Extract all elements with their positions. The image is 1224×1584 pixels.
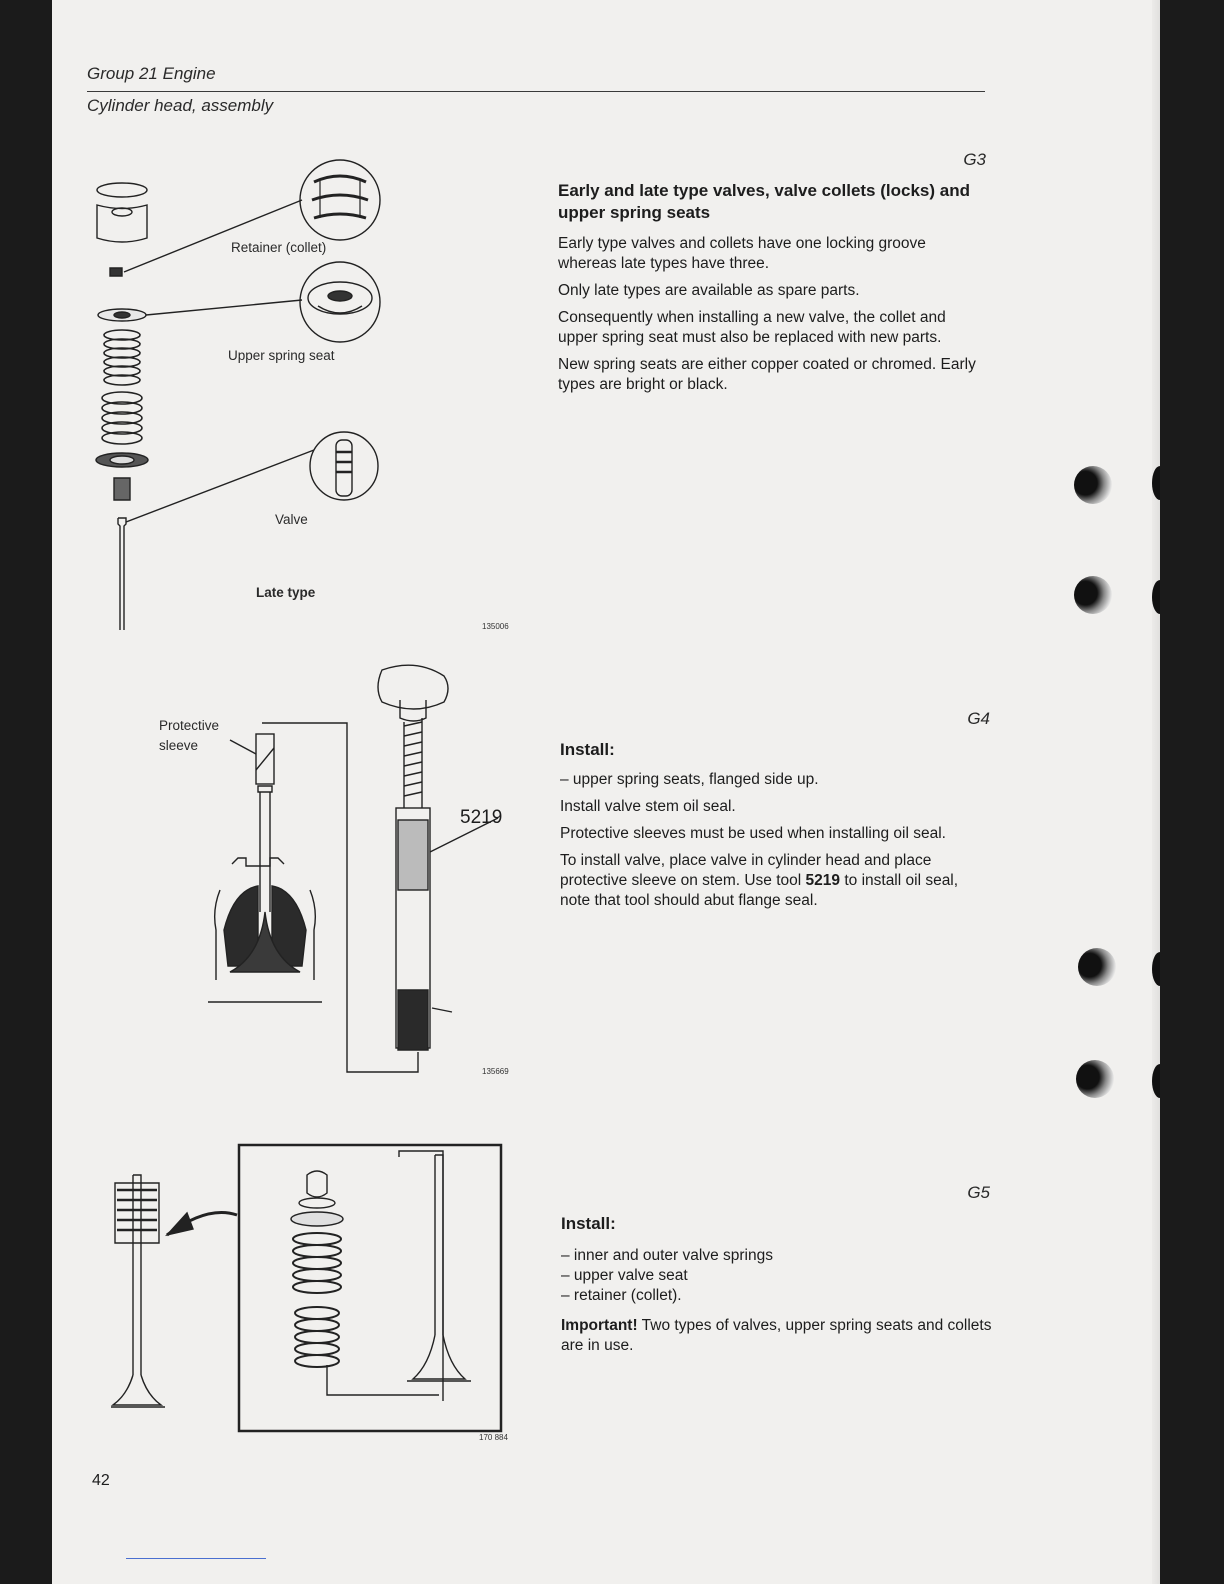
figure-code: 135669	[482, 1067, 509, 1076]
g5-list-item: – retainer (collet).	[561, 1287, 682, 1304]
binder-hole	[1074, 576, 1112, 614]
page-edge-shadow	[1152, 0, 1160, 1584]
label-upper-spring-seat: Upper spring seat	[228, 348, 335, 363]
g3-paragraph: New spring seats are either copper coated or chromed. Early types are bright or black.	[558, 356, 976, 393]
g5-list-item: – upper valve seat	[561, 1267, 688, 1284]
group-title: Group 21 Engine	[87, 64, 216, 83]
g5-important-note	[561, 1316, 993, 1356]
section-code-g5: G5	[967, 1183, 990, 1202]
figure-late-type-valve	[92, 160, 532, 640]
label-tool-number: 5219	[460, 807, 503, 828]
label-valve: Valve	[275, 512, 308, 527]
valve-springs-diagram	[107, 1135, 527, 1445]
binder-hole	[1076, 1060, 1114, 1098]
g4-tool-text-post: to install oil seal, note that tool should abut flange seal.	[560, 872, 959, 909]
g4-paragraph: Install valve stem oil seal.	[560, 798, 736, 815]
g3-paragraph: Consequently when installing a new valve, the collet and upper spring seat must also be replaced with new parts.	[558, 309, 946, 346]
section-code-g3: G3	[963, 150, 986, 169]
manual-page	[52, 0, 1160, 1584]
g4-text-block	[560, 740, 992, 918]
g3-text-block	[558, 180, 988, 402]
label-protective-sleeve-1: Protective	[159, 718, 220, 733]
g5-text-block	[561, 1214, 993, 1363]
g4-subheading: Install:	[560, 740, 615, 759]
section-code-g4: G4	[967, 709, 990, 728]
page-number: 42	[92, 1472, 110, 1489]
g3-paragraph: Early type valves and collets have one locking groove whereas late types have three.	[558, 235, 926, 272]
g3-paragraph: Only late types are available as spare parts.	[558, 282, 860, 299]
g5-subheading: Install:	[561, 1214, 616, 1233]
figure-code: 135006	[482, 622, 509, 631]
important-label: Important!	[561, 1317, 638, 1334]
label-protective-sleeve-2: sleeve	[159, 738, 199, 753]
g4-tool-paragraph	[560, 851, 992, 911]
valve-exploded-diagram	[92, 160, 532, 640]
g4-list-item: – upper spring seats, flanged side up.	[560, 771, 819, 788]
figure-code: 170 884	[479, 1433, 508, 1442]
section-title: Cylinder head, assembly	[87, 96, 274, 115]
figure-oil-seal-tool	[152, 660, 532, 1080]
g4-paragraph: Protective sleeves must be used when installing oil seal.	[560, 825, 946, 842]
label-retainer: Retainer (collet)	[231, 240, 327, 255]
binder-hole	[1074, 466, 1112, 504]
g4-tool-text-pre: To install valve, place valve in cylinder head and place protective sleeve on stem. Use tool	[560, 852, 932, 889]
figure-valve-springs	[107, 1135, 527, 1445]
g3-heading: Early and late type valves, valve collets (locks) and upper spring seats	[558, 181, 970, 222]
binder-hole	[1078, 948, 1116, 986]
footer-line	[126, 1558, 266, 1559]
important-text: Two types of valves, upper spring seats and collets are in use.	[561, 1317, 992, 1354]
figure-caption-late-type: Late type	[256, 585, 316, 600]
header-rule	[87, 91, 985, 92]
g5-list-item: – inner and outer valve springs	[561, 1247, 773, 1264]
g4-tool-number: 5219	[805, 872, 841, 889]
